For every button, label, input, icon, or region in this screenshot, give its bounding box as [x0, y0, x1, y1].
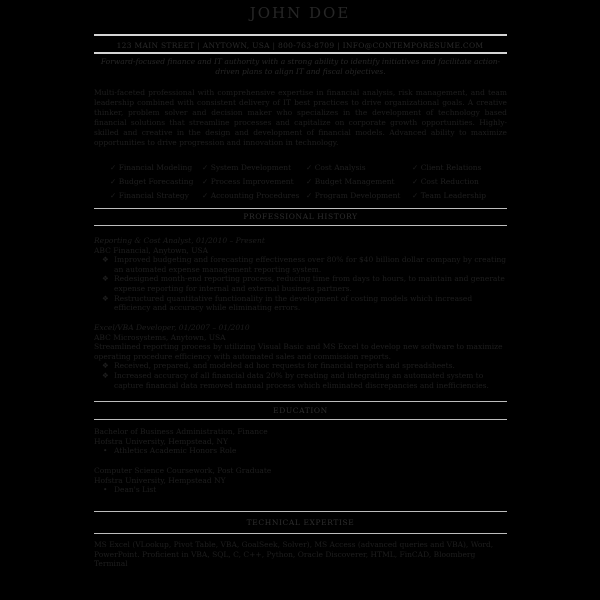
bullet-icon: • [103, 446, 108, 456]
check-icon: ✓ [412, 177, 419, 186]
check-icon: ✓ [110, 191, 117, 200]
skill-item: ✓ Client Relations [412, 163, 482, 172]
job-title: Excel/VBA Developer, 01/2007 – 01/2010 [94, 323, 250, 332]
check-icon: ✓ [306, 191, 313, 200]
education-entry [94, 427, 507, 456]
check-icon: ✓ [110, 177, 117, 186]
degree: Bachelor of Business Administration, Finance [94, 427, 268, 436]
job-bullet: ❖ Improved budgeting and forecasting effectiveness over 80% for $40 billion dollar company by creating an automated expense management reporting system. [102, 255, 507, 274]
check-icon: ✓ [202, 163, 209, 172]
skill-item: ✓ Program Development [306, 191, 401, 200]
skill-item: ✓ Cost Analysis [306, 163, 366, 172]
header-top-rule [94, 34, 507, 36]
skill-item: ✓ Cost Reduction [412, 177, 479, 186]
skill-item: ✓ Financial Strategy [110, 191, 189, 200]
school: Hofstra University, Hempstead, NY [94, 436, 228, 446]
skill-item: ✓ System Development [202, 163, 292, 172]
section-title-education: EDUCATION [273, 406, 328, 415]
honor-item: • Dean's List [103, 485, 157, 495]
check-icon: ✓ [110, 163, 117, 172]
section-title-history: PROFESSIONAL HISTORY [243, 212, 358, 221]
technical-skills: MS Excel (VLookup, Pivot Table, VBA, GoalSeek, Solver), MS Access (advanced queries and VBA), Word, PowerPoint. Proficient in VBA, SQL, C, C++, Python, Oracle Discoverer, HTML, FinCAD, Bloomberg Terminal [94, 540, 494, 569]
job-title: Reporting & Cost Analyst, 01/2010 – Present [94, 236, 265, 245]
tagline: Forward-focused finance and IT authority with a strong ability to identify initiatives and facilitate action-driven plans to align IT and fiscal objectives. [100, 57, 501, 76]
skill-item: ✓ Budget Management [306, 177, 395, 186]
job-entry [94, 236, 507, 313]
job-entry [94, 323, 507, 390]
job-bullet: ❖ Redesigned month-end reporting process, reducing time from days to hours, to maintain and generate expense reporting for internal and external business partners. [102, 274, 505, 293]
diamond-bullet-icon: ❖ [102, 370, 109, 380]
education-top-rule [94, 401, 507, 402]
candidate-name: JOHN DOE [249, 4, 351, 22]
section-title-technical: TECHNICAL EXPERTISE [246, 518, 355, 527]
education-entry [94, 466, 507, 495]
check-icon: ✓ [412, 191, 419, 200]
job-bullet: ❖ Received, prepared, and modeled ad hoc requests for financial reports and spreadsheets. [102, 361, 455, 371]
job-bullet: ❖ Restructured quantitative functionality in the development of costing models which increased efficiency and accuracy while eliminating errors. [102, 293, 473, 313]
skill-item: ✓ Budget Forecasting [110, 177, 194, 186]
skill-item: ✓ Accounting Procedures [202, 191, 300, 200]
skill-item: ✓ Team Leadership [412, 191, 487, 200]
history-top-rule [94, 208, 507, 209]
technical-top-rule [94, 511, 507, 512]
check-icon: ✓ [202, 177, 209, 186]
contact-line: 123 MAIN STREET | ANYTOWN, USA | 800-763-8709 | INFO@CONTEMPORESUME.COM [116, 41, 484, 50]
degree: Computer Science Coursework, Post Graduate [94, 466, 272, 475]
education-bottom-rule [94, 419, 507, 420]
school: Hofstra University, Hempstead NY [94, 475, 226, 485]
skill-item: ✓ Financial Modeling [110, 163, 193, 172]
check-icon: ✓ [202, 191, 209, 200]
job-company: ABC Financial, Anytown, USA [94, 245, 209, 255]
diamond-bullet-icon: ❖ [102, 361, 109, 371]
job-bullet: ❖ Increased accuracy of all financial data 20% by creating and integrating an automated system to capture financial data removed manual process which eliminated discrepancies and inefficiencies. [102, 370, 489, 390]
diamond-bullet-icon: ❖ [102, 293, 109, 303]
check-icon: ✓ [306, 177, 313, 186]
honor-item: • Athletics Academic Honors Role [103, 446, 237, 456]
skills-grid [110, 162, 510, 201]
history-bottom-rule [94, 225, 507, 226]
bullet-icon: • [103, 485, 108, 495]
job-description: Streamlined reporting process by utilizing Visual Basic and MS Excel to develop new software to maximize operating procedure efficiency with automated sales and commission reports. [94, 342, 503, 361]
check-icon: ✓ [306, 163, 313, 172]
summary-paragraph: Multi-faceted professional with comprehensive expertise in financial analysis, risk management, and team leadership combined with consistent delivery of IT best practices to drive organizational goals. A creative thinker, problem solver and decision maker who specializes in the development of technology based financial solutions that streamline processes and capitalize on corporate growth opportunities. Highly-skilled and creative in the design and development of financial models. Advanced ability to maximize opportunities to drive progression and innovation in technology. [94, 88, 507, 147]
job-company: ABC Microsystems, Anytown, USA [94, 332, 226, 342]
diamond-bullet-icon: ❖ [102, 274, 109, 284]
skill-item: ✓ Process Improvement [202, 177, 294, 186]
technical-bottom-rule [94, 533, 507, 534]
check-icon: ✓ [412, 163, 419, 172]
diamond-bullet-icon: ❖ [102, 255, 109, 265]
header-bottom-rule [94, 52, 507, 54]
